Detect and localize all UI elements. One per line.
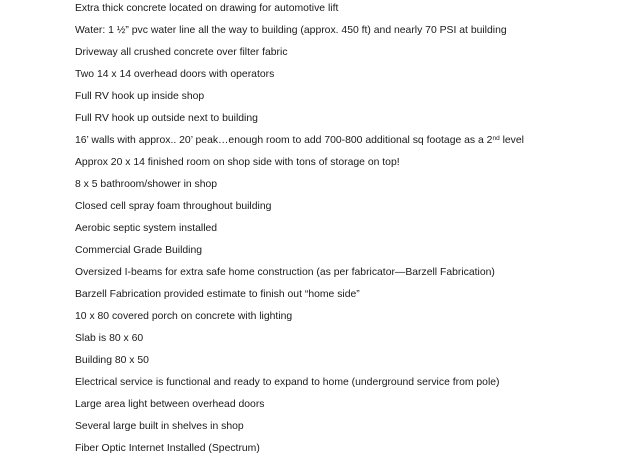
feature-line-lift: Extra thick concrete located on drawing for automotive lift	[75, 3, 339, 14]
feature-line-driveway: Driveway all crushed concrete over filter fabric	[75, 47, 288, 58]
feature-line-estimate: Barzell Fabrication provided estimate to finish out “home side”	[75, 289, 360, 300]
feature-line-slab: Slab is 80 x 60	[75, 333, 144, 344]
feature-line-commercial: Commercial Grade Building	[75, 245, 203, 256]
feature-line-building: Building 80 x 50	[75, 355, 149, 366]
feature-line-electrical: Electrical service is functional and ready to expand to home (underground service from pole)	[75, 377, 500, 388]
feature-line-walls-superscript: nd	[492, 134, 500, 142]
feature-line-rv-outside: Full RV hook up outside next to building	[75, 113, 258, 124]
feature-line-shelves: Several large built in shelves in shop	[75, 421, 244, 432]
feature-line-finished-room: Approx 20 x 14 finished room on shop side with tons of storage on top!	[75, 157, 400, 168]
feature-line-walls-suffix: level	[499, 135, 524, 146]
feature-line-internet: Fiber Optic Internet Installed (Spectrum)	[75, 443, 260, 454]
feature-line-walls	[75, 134, 524, 148]
feature-line-septic: Aerobic septic system installed	[75, 223, 218, 234]
feature-line-i-beams: Oversized I-beams for extra safe home construction (as per fabricator—Barzell Fabrication)	[75, 267, 495, 278]
feature-line-porch: 10 x 80 covered porch on concrete with lighting	[75, 311, 293, 322]
feature-line-doors: Two 14 x 14 overhead doors with operators	[75, 69, 275, 80]
feature-line-water: Water: 1 ½” pvc water line all the way to building (approx. 450 ft) and nearly 70 PSI at building	[75, 25, 507, 36]
feature-line-bathroom: 8 x 5 bathroom/shower in shop	[75, 179, 218, 190]
feature-line-walls-text: 16’ walls with approx.. 20’ peak…enough room to add 700-800 additional sq footage as a 2	[75, 135, 493, 146]
feature-line-rv-inside: Full RV hook up inside shop	[75, 91, 205, 102]
feature-line-area-light: Large area light between overhead doors	[75, 399, 265, 410]
feature-line-spray-foam: Closed cell spray foam throughout building	[75, 201, 272, 212]
